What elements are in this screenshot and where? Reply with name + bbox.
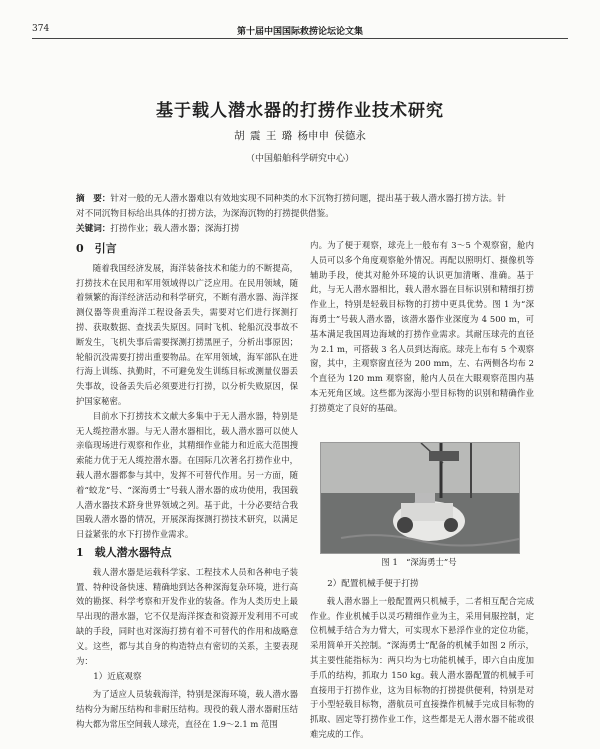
abstract: [76, 192, 508, 237]
section-0-para-1: 随着我国经济发展，海洋装备技术和能力的不断提高，打捞技术在民用和军用领域得以广泛应用。在民用领域，随着频繁的海洋经济活动和科学研究，不断有潜水器、海洋探测仪器等贵重海洋工程设备丢失，需要对它们进行探测打捞、获取数据、查找丢失原因。同时飞机、轮船沉没事故不断发生，飞机失事后需要探测打捞黑匣子，分析出事原因；轮船沉没需要打捞出重要物品。在军用领域，海军部队在进行海上训练、执勤时，不可避免发生训练目标或测量仪器丢失事故，设备丢失后必须要进行打捞，以分析失败原因，保护国家秘密。: [76, 262, 298, 406]
submersible-photo: [320, 442, 520, 554]
right-column-lower: [310, 575, 534, 742]
running-header: [32, 22, 568, 39]
section-1-heading: 1 载人潜水器特点: [76, 545, 172, 559]
subsection-2-text: 载人潜水器上一般配置两只机械手，二者相互配合完成作业。作业机械手以灵巧精细作业为主，采用伺服控制，定位机械手结合为力臂大，可实现水下悬浮作业的定位功能，采用简单开关控制。“深海勇士”配备的机械手如图 2 所示，其主要性能指标为：两只均为七功能机械手，即六自由度加手爪的结构，抓取力 150 kg。载人潜水器配置的机械手可直接用于打捞作业，这为目标物的打捞提供便利，特别是对于小型轻载目标物，潜航员可直接操作机械手完成目标物的抓取、固定等打捞作业工作，这些都是无人潜水器不能或很难完成的工作。: [310, 595, 534, 739]
abstract-text: 针对一般的无人潜水器难以有效地实现不同种类的水下沉物打捞问题，提出基于载人潜水器打捞方法。针对不同沉物目标给出具体的打捞方法，为深海沉物的打捞提供借鉴。: [76, 194, 506, 219]
subsection-1-text: 为了适应人员装载海洋，特别是深海环境，载人潜水器结构分为耐压结构和非耐压结构。现役的载人潜水器耐压结构大都为常压空间载人球壳，直径在 1.9～2.1 m 范围: [76, 689, 298, 729]
keywords-label: 关键词：: [76, 224, 111, 234]
collection-title: 第十届中国国际救捞论坛论文集: [236, 27, 363, 37]
subsection-1-heading: 1）近底观察: [93, 672, 142, 683]
section-1-para-1: 载人潜水器是运载科学家、工程技术人员和各种电子装置、特种设备快速、精确地到达各种深海复杂环境，进行高效的勘探、科学考察和开发作业的装备。作为人类历史上最早出现的潜水器，它不仅是海洋探查和资源开发利用不可或缺的手段，同时也对深海打捞有着不可替代的作用和战略意义。这些，都与其自身的构造特点有密切的关系，主要表现为：: [76, 566, 298, 666]
affiliation: （中国船舶科学研究中心）: [245, 154, 354, 164]
right-column: [310, 238, 534, 416]
authors: 胡 震 王 璐 杨申申 侯德永: [234, 130, 366, 142]
section-0-heading: 0 引言: [76, 242, 117, 255]
figure-caption: 图 1 “深海勇士”号: [381, 557, 457, 567]
subsection-2-heading: 2）配置机械手便于打捞: [327, 579, 419, 589]
section-0-para-2: 目前水下打捞技术文献大多集中于无人潜水器，特别是无人缆控潜水器。与无人潜水器相比，载人潜水器可以使人亲临现场进行观察和作业，其精细作业能力和近底大范围搜索能力优于无人缆控潜水器。在国际几次著名打捞作业中，载人潜水器都参与其中，发挥不可替代作用。另一方面，随着“蛟龙”号、“深海勇士”号载人潜水器的成功使用，我国载人潜水器技术跻身世界领域之列。基于此，十分必要结合我国载人潜水器的情况，开展深海探测打捞技术研究，以满足日益紧张的水下打捞作业需求。: [76, 410, 298, 540]
page-number: 374: [32, 24, 50, 34]
right-para-1: 内。为了便于观察，球壳上一般布有 3～5 个观察窗，舱内人员可以多个角度观察舱外情况。再配以照明灯、摄像机等辅助手段，使其对舱外环境的认识更加清晰、准确。基于此，与无人潜水器相比，载人潜水器在目标识别和精细打捞作业上，特别是轻载目标物的打捞中更具优势。图 1 为“深海勇士”号载人潜水器，该潜水器作业深度为 4 500 m，可基本满足我国周边海域的打捞作业需求。其耐压球壳的直径为 2.1 m，可搭载 3 名人员到达海底。球壳上布有 5 个观察窗，其中，主观察窗直径为 200 mm，左、右两侧各均布 2 个直径为 120 mm 观察窗，舱内人员在大眼观察范围内基本无死角区域。这些都为深海小型目标物的识别和精确作业打捞奠定了良好的基础。: [310, 240, 534, 413]
left-column: [76, 238, 298, 732]
keywords: 打捞作业；载人潜水器；深海打捞: [110, 224, 240, 234]
abstract-label: 摘 要：: [76, 194, 111, 204]
paper-title: 基于载人潜水器的打捞作业技术研究: [156, 101, 444, 121]
